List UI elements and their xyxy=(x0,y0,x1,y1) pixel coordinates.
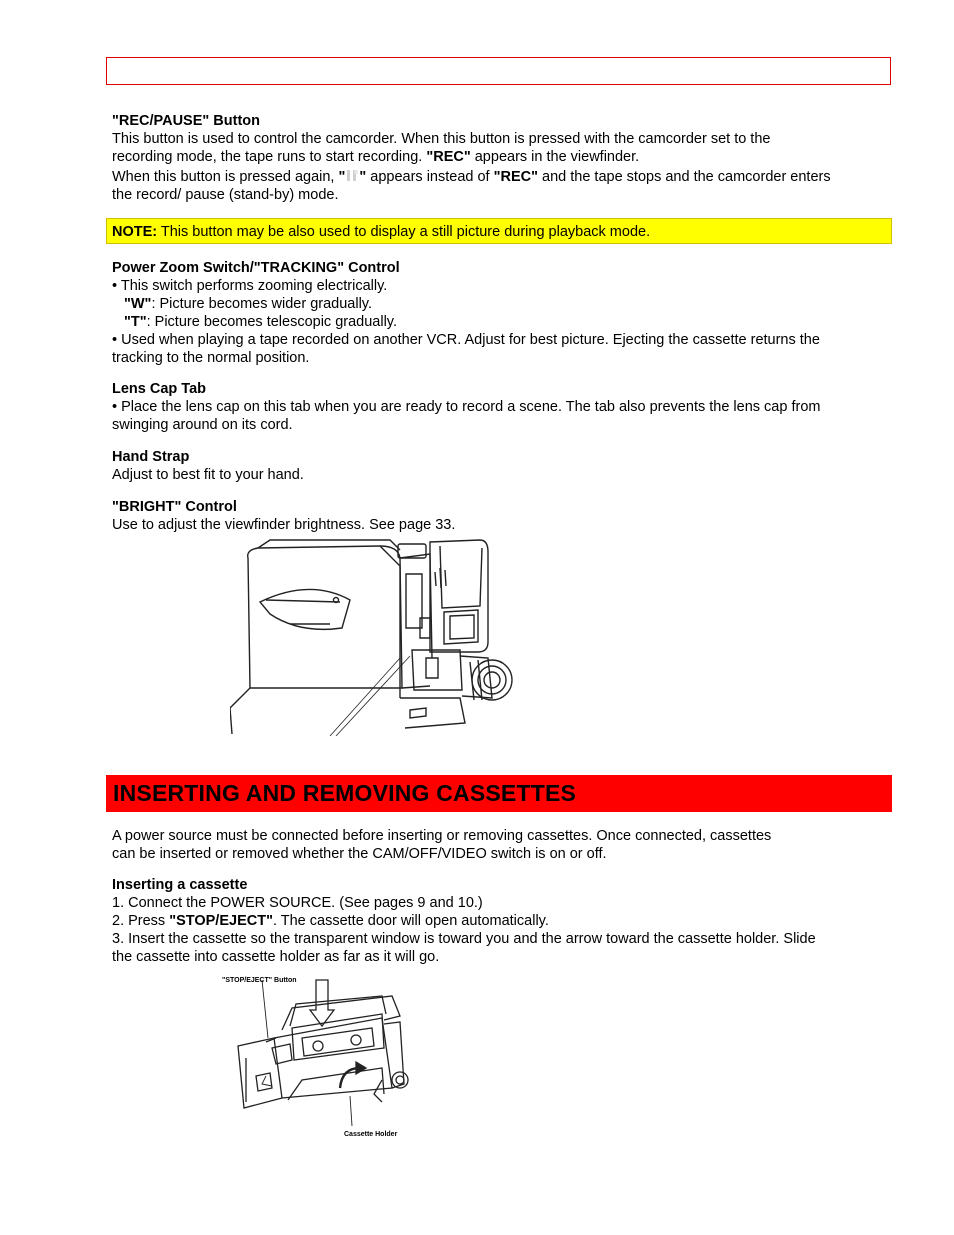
inserting-step3-line1: 3. Insert the cassette so the transparent window is toward you and the arrow toward the cassette holder. Slide xyxy=(112,931,816,947)
quote: " xyxy=(338,169,346,185)
pause-icon xyxy=(345,169,359,183)
bright-heading: "BRIGHT" Control xyxy=(112,499,237,515)
text: : Picture becomes wider gradually. xyxy=(151,296,372,312)
inserting-step2 xyxy=(112,912,884,930)
rec-pause-line4: the record/ pause (stand-by) mode. xyxy=(112,187,339,203)
text: : Picture becomes telescopic gradually. xyxy=(146,314,397,330)
note-label: NOTE: xyxy=(112,224,158,240)
intro-line2: can be inserted or removed whether the CAM/OFF/VIDEO switch is on or off. xyxy=(112,846,607,862)
rec-pause-line1: This button is used to control the camcorder. When this button is pressed with the camcorder set to the xyxy=(112,131,771,147)
power-zoom-section xyxy=(112,259,884,367)
hand-strap-section xyxy=(112,448,884,484)
lens-cap-heading: Lens Cap Tab xyxy=(112,381,206,397)
power-zoom-t xyxy=(112,313,884,331)
hand-strap-heading: Hand Strap xyxy=(112,449,190,465)
note-box xyxy=(106,218,892,244)
intro-line1: A power source must be connected before inserting or removing cassettes. Once connected, cassettes xyxy=(112,828,772,844)
lens-cap-line1: • Place the lens cap on this tab when you are ready to record a scene. The tab also prevents the lens cap from xyxy=(112,399,821,415)
hand-strap-text: Adjust to best fit to your hand. xyxy=(112,467,304,483)
stop-eject-text: "STOP/EJECT" xyxy=(169,913,273,929)
cassette-illustration xyxy=(222,968,417,1138)
text: When this button is pressed again, xyxy=(112,169,339,185)
rec-pause-line3 xyxy=(112,168,884,186)
inserting-section xyxy=(112,876,884,966)
power-zoom-bullet1: • This switch performs zooming electrically. xyxy=(112,278,388,294)
text: appears instead of xyxy=(366,169,494,185)
rec-text: "REC" xyxy=(426,149,471,165)
note-text: This button may be also used to display a still picture during playback mode. xyxy=(157,224,651,240)
stop-eject-label: "STOP/EJECT" Button xyxy=(222,977,297,984)
w-label: "W" xyxy=(124,296,152,312)
section-title: INSERTING AND REMOVING CASSETTES xyxy=(113,780,577,806)
rec-pause-heading: "REC/PAUSE" Button xyxy=(112,113,261,129)
lens-cap-section xyxy=(112,380,884,434)
text: recording mode, the tape runs to start recording. xyxy=(112,149,427,165)
inserting-heading: Inserting a cassette xyxy=(112,877,248,893)
power-zoom-bullet2-line2: tracking to the normal position. xyxy=(112,350,310,366)
lens-cap-line2: swinging around on its cord. xyxy=(112,417,293,433)
header-box xyxy=(106,57,891,85)
power-zoom-w xyxy=(112,295,884,313)
power-zoom-heading: Power Zoom Switch/"TRACKING" Control xyxy=(112,260,400,276)
rec-pause-line2 xyxy=(112,148,884,166)
power-zoom-bullet2-line1: • Used when playing a tape recorded on another VCR. Adjust for best picture. Ejecting the cassette returns the xyxy=(112,332,820,348)
rec-text: "REC" xyxy=(493,169,538,185)
t-label: "T" xyxy=(124,314,147,330)
inserting-step3-line2: the cassette into cassette holder as far as it will go. xyxy=(112,949,440,965)
text: . The cassette door will open automatically. xyxy=(272,913,549,929)
quote: " xyxy=(359,169,367,185)
camcorder-illustration xyxy=(230,538,530,736)
intro-section xyxy=(112,827,884,863)
bright-section xyxy=(112,498,884,534)
text: 2. Press xyxy=(112,913,170,929)
rec-pause-section xyxy=(112,112,884,204)
cassette-holder-label: Cassette Holder xyxy=(344,1131,398,1138)
inserting-step1: 1. Connect the POWER SOURCE. (See pages 9 and 10.) xyxy=(112,895,483,911)
bright-text: Use to adjust the viewfinder brightness. See page 33. xyxy=(112,517,456,533)
text: and the tape stops and the camcorder enters xyxy=(538,169,831,185)
section-header xyxy=(106,775,892,812)
text: appears in the viewfinder. xyxy=(470,149,640,165)
